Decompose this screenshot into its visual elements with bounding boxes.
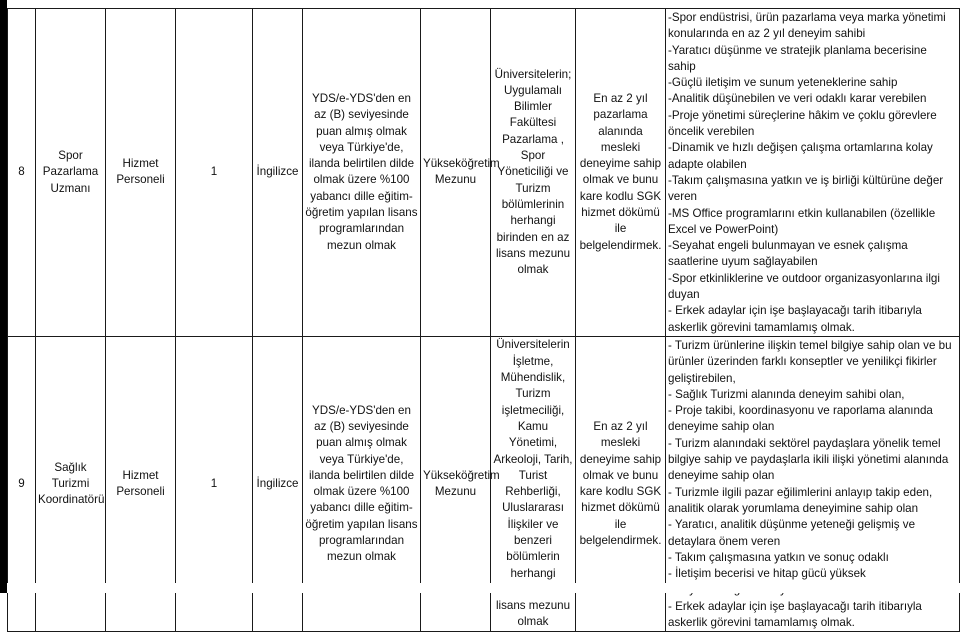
- requirement-item: -Takım çalışmasına yatkın ve iş birliği kültürüne değer veren: [668, 173, 944, 204]
- requirement-item: -Dinamik ve hızlı değişen çalışma ortamlarına kolay adapte olabilen: [668, 141, 933, 171]
- position-title: Sağlık Turizmi Koordinatörü: [36, 336, 106, 631]
- requirement-item: - Yaratıcı, analitik düşünme yeteneği gelişmiş ve detaylara önem veren: [668, 518, 916, 548]
- education-level: Yükseköğretim Mezunu: [421, 336, 491, 631]
- job-listing-table: [7, 8, 960, 632]
- language-requirement: YDS/e-YDS'den en az (B) seviyesinde puan almış olmak veya Türkiye'de, ilanda belirtilen dilde olmak üzere %100 yabancı dille eğitim-öğretim yapılan lisans programlarından mezun olmak: [303, 336, 421, 631]
- requirement-item: -MS Office programlarını etkin kullanabilen (özellikle Excel ve PowerPoint): [668, 206, 936, 236]
- position-count: 1: [176, 9, 253, 337]
- left-frame-border: [0, 0, 7, 593]
- staff-type: Hizmet Personeli: [106, 9, 176, 337]
- requirement-item: - İletişim becerisi ve hitap gücü yüksek: [668, 567, 866, 581]
- staff-type: Hizmet Personeli: [106, 336, 176, 631]
- requirement-item: - Proje takibi, koordinasyonu ve raporlama alanında deneyime sahip olan: [668, 404, 933, 434]
- requirement-item: - Erkek adaylar için işe başlayacağı tarih itibarıyla askerlik görevini tamamlamış olmak.: [668, 599, 922, 629]
- requirement-item: -Seyahat engeli bulunmayan ve esnek çalışma saatlerine uyum sağlayabilen: [668, 239, 908, 269]
- table-row: [8, 9, 960, 337]
- row-number: 9: [8, 336, 36, 631]
- language: İngilizce: [253, 9, 303, 337]
- requirement-item: - Takım çalışmasına yatkın ve sonuç odaklı: [668, 550, 889, 564]
- bottom-margin: [7, 583, 960, 593]
- requirement-item: -Spor etkinliklerine ve outdoor organizasyonlarına ilgi duyan: [668, 271, 940, 302]
- position-title: Spor Pazarlama Uzmanı: [36, 9, 106, 337]
- requirement-item: - Turizm alanındaki sektörel paydaşlara yönelik temel bilgiye sahip ve paydaşlarla ikili ilişki yönetimi alanında deneyime sahip olan: [668, 436, 949, 483]
- departments: Üniversitelerin İşletme, Mühendislik, Turizm işletmeciliği, Kamu Yönetimi, Arkeoloji, Tarih, Turist Rehberliği, Uluslararası İlişkiler ve benzeri bölümlerin herhangi lisans mezunu olmak: [491, 336, 576, 631]
- requirement-item: -Güçlü iletişim ve sunum yeteneklerine sahip: [668, 76, 898, 90]
- requirement-item: - Turizmle ilgili pazar eğilimlerini anlayıp takip eden, analitik olarak yorumlama deneyimine sahip olan: [668, 485, 933, 515]
- requirement-item: -Spor endüstrisi, ürün pazarlama veya marka yönetimi konularında en az 2 yıl deneyim sahibi: [668, 11, 946, 41]
- position-count: 1: [176, 336, 253, 631]
- requirement-item: - Erkek adaylar için işe başlayacağı tarih itibarıyla askerlik görevini tamamlamış olmak.: [668, 304, 922, 334]
- requirement-item: - Sağlık Turizmi alanında deneyim sahibi olan,: [668, 387, 905, 401]
- education-level: Yükseköğretim Mezunu: [421, 9, 491, 337]
- language: İngilizce: [253, 336, 303, 631]
- experience: En az 2 yıl mesleki deneyime sahip olmak ve bunu kare kodlu SGK hizmet dökümü ile belgelendirmek.: [576, 336, 666, 631]
- special-requirements: [666, 9, 960, 337]
- requirement-item: -Analitik düşünebilen ve veri odaklı karar verebilen: [668, 92, 927, 106]
- row-number: 8: [8, 9, 36, 337]
- experience: En az 2 yıl pazarlama alanında mesleki deneyime sahip olmak ve bunu kare kodlu SGK hizmet dökümü ile belgelendirmek.: [576, 9, 666, 337]
- requirement-item: - Turizm ürünlerine ilişkin temel bilgiye sahip olan ve bu ürünler üzerinden farklı konseptler ve yenilikçi fikirler geliştirebilen,: [668, 338, 952, 385]
- departments: Üniversitelerin; Uygulamalı Bilimler Fakültesi Pazarlama , Spor Yöneticiliği ve Turizm bölümlerinin herhangi birinden en az lisans mezunu olmak: [491, 9, 576, 337]
- language-requirement: YDS/e-YDS'den en az (B) seviyesinde puan almış olmak veya Türkiye'de, ilanda belirtilen dilde olmak üzere %100 yabancı dille eğitim-öğretim yapılan lisans programlarından mezun olmak: [303, 9, 421, 337]
- requirement-item: -Yaratıcı düşünme ve stratejik planlama becerisine sahip: [668, 43, 927, 73]
- requirement-item: -Proje yönetimi süreçlerine hâkim ve çoklu görevlere öncelik verebilen: [668, 108, 937, 139]
